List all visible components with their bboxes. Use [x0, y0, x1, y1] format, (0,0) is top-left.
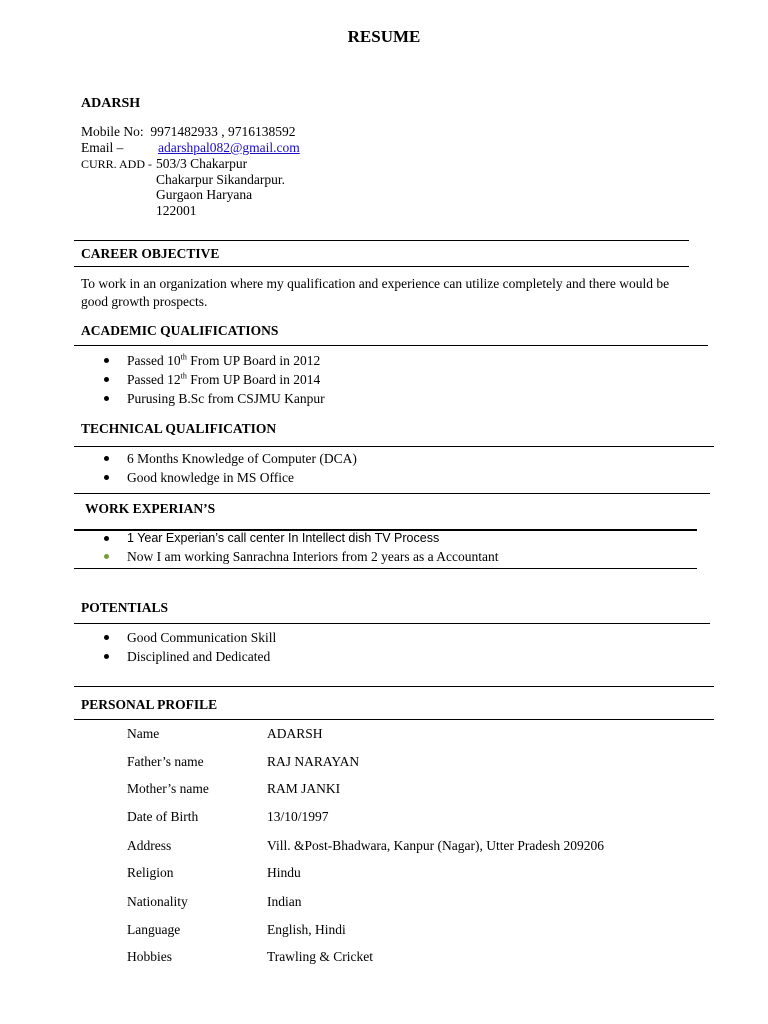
address-line-4: 122001: [156, 203, 197, 218]
potentials-list: [81, 628, 276, 666]
bullet-icon: [104, 635, 109, 640]
address-label: CURR. ADD -: [81, 157, 153, 171]
candidate-name: ADARSH: [81, 96, 141, 111]
address-line-2: Chakarpur Sikandarpur.: [156, 172, 285, 187]
list-item: Purusing B.Sc from CSJMU Kanpur: [81, 389, 325, 408]
bullet-icon: [104, 475, 109, 480]
bullet-icon: [104, 377, 109, 382]
divider: [74, 266, 689, 267]
list-item: Passed 12th From UP Board in 2014: [81, 370, 325, 389]
divider: [74, 493, 710, 494]
profile-value-hobbies: Trawling & Cricket: [267, 949, 373, 964]
list-item: Disciplined and Dedicated: [81, 647, 276, 666]
mobile-value: 9971482933 , 9716138592: [150, 124, 296, 139]
divider: [74, 623, 710, 624]
bullet-icon: [104, 358, 109, 363]
profile-label-mother: Mother’s name: [127, 781, 209, 796]
work-heading: WORK EXPERIAN’S: [85, 501, 216, 516]
profile-label-father: Father’s name: [127, 754, 204, 769]
profile-label-address: Address: [127, 838, 172, 853]
divider: [74, 568, 697, 569]
bullet-icon: [104, 396, 109, 401]
work-list: [81, 529, 499, 566]
personal-profile-heading: PERSONAL PROFILE: [81, 697, 218, 712]
profile-label-religion: Religion: [127, 865, 174, 880]
address-line-1: 503/3 Chakarpur: [156, 156, 248, 171]
technical-list: [81, 449, 357, 487]
profile-value-nationality: Indian: [267, 894, 302, 909]
address-line-3: Gurgaon Haryana: [156, 187, 253, 202]
profile-value-mother: RAM JANKI: [267, 781, 341, 796]
bullet-icon: [104, 654, 109, 659]
mobile-line: [81, 124, 296, 140]
email-label: Email –: [81, 140, 124, 155]
potentials-heading: POTENTIALS: [81, 600, 169, 615]
list-item: Now I am working Sanrachna Interiors from 2 years as a Accountant: [81, 547, 499, 566]
profile-label-nationality: Nationality: [127, 894, 188, 909]
list-item: Good knowledge in MS Office: [81, 468, 357, 487]
profile-value-name: ADARSH: [267, 726, 323, 741]
academic-list: [81, 351, 325, 408]
page-title: RESUME: [347, 27, 421, 46]
profile-value-dob: 13/10/1997: [267, 809, 329, 824]
technical-heading: TECHNICAL QUALIFICATION: [81, 421, 277, 436]
divider: [74, 345, 708, 346]
career-objective-text: To work in an organization where my qualification and experience can utilize completely and there would be good growth prospects.: [81, 276, 670, 309]
list-item: Good Communication Skill: [81, 628, 276, 647]
profile-value-address: Vill. &Post-Bhadwara, Kanpur (Nagar), Utter Pradesh 209206: [267, 838, 604, 853]
bullet-icon: [104, 456, 109, 461]
profile-label-name: Name: [127, 726, 160, 741]
profile-label-dob: Date of Birth: [127, 809, 199, 824]
profile-label-hobbies: Hobbies: [127, 949, 172, 964]
list-item: Passed 10th From UP Board in 2012: [81, 351, 325, 370]
profile-label-language: Language: [127, 922, 181, 937]
bullet-icon: [104, 554, 109, 559]
academic-heading: ACADEMIC QUALIFICATIONS: [81, 323, 279, 338]
mobile-label: Mobile No:: [81, 124, 144, 139]
career-objective-heading: CAREER OBJECTIVE: [81, 246, 220, 261]
profile-value-father: RAJ NARAYAN: [267, 754, 360, 769]
list-item: 6 Months Knowledge of Computer (DCA): [81, 449, 357, 468]
profile-value-religion: Hindu: [267, 865, 301, 880]
divider: [74, 446, 714, 447]
profile-value-language: English, Hindi: [267, 922, 346, 937]
email-link[interactable]: adarshpal082@gmail.com: [158, 140, 300, 155]
divider: [74, 240, 689, 241]
divider: [74, 719, 714, 720]
list-item: 1 Year Experian’s call center In Intellect dish TV Process: [81, 529, 499, 547]
bullet-icon: [104, 536, 109, 541]
divider: [74, 686, 714, 687]
